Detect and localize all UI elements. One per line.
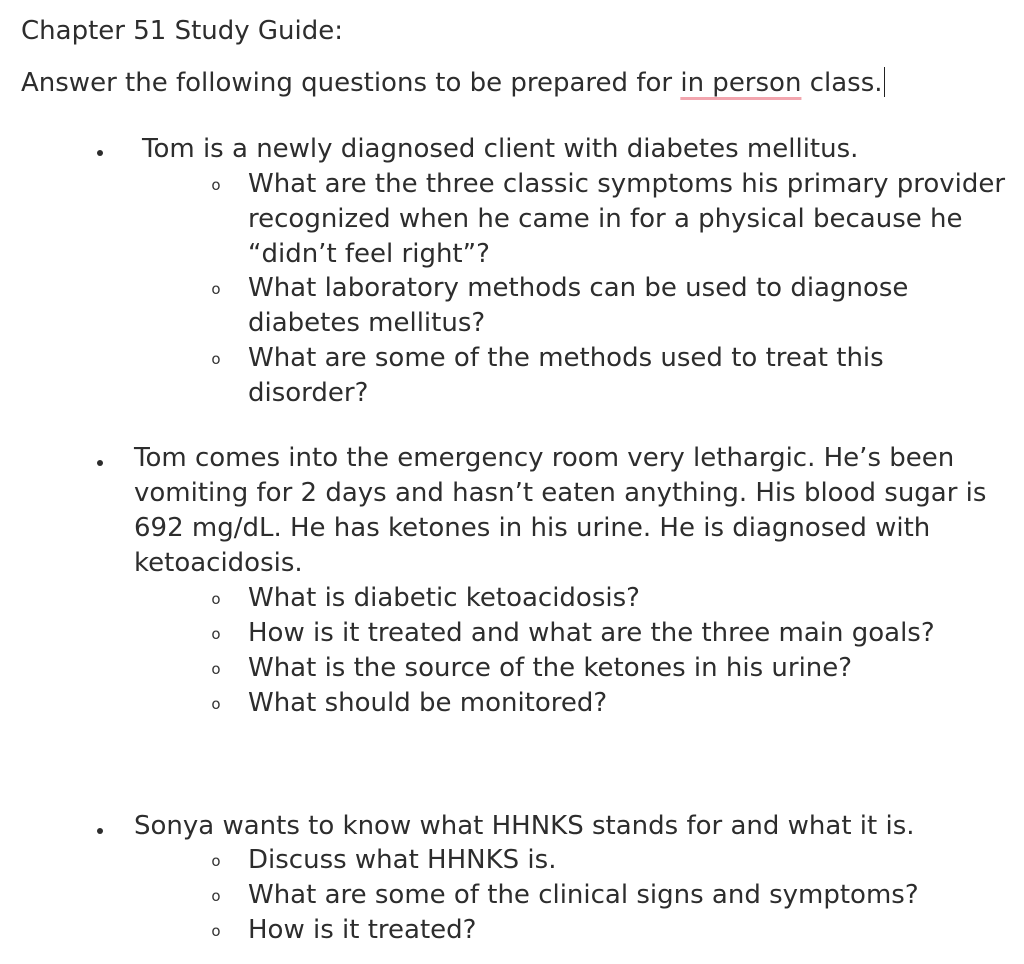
sub-bullet-icon: o [211,922,221,940]
question-1-prompt: Tom is a newly diagnosed client with diabetes mellitus. [142,134,859,164]
sub-bullet-icon: o [211,887,221,905]
question-3-sub-1: Discuss what HHNKS is. [248,845,557,875]
intro-text-after: class. [801,68,883,98]
text-cursor [884,67,886,97]
bullet-icon [97,150,103,156]
question-1-sub-2-line-1: What laboratory methods can be used to diagnose [248,273,909,303]
question-1-sub-2-line-2: diabetes mellitus? [248,308,486,338]
sub-bullet-icon: o [211,280,221,298]
question-1-sub-3-line-1: What are some of the methods used to treat this [248,343,884,373]
sub-bullet-icon: o [211,625,221,643]
question-2-sub-3: What is the source of the ketones in his urine? [248,653,853,683]
question-1-sub-1-line-3: “didn’t feel right”? [248,239,490,269]
question-2-prompt-line-1: Tom comes into the emergency room very lethargic. He’s been [134,443,955,473]
bullet-icon [97,460,103,466]
sub-bullet-icon: o [211,695,221,713]
spellcheck-flagged-phrase[interactable]: in person [680,68,802,98]
question-2-sub-1: What is diabetic ketoacidosis? [248,583,640,613]
bullet-icon [97,828,103,834]
sub-bullet-icon: o [211,176,221,194]
sub-bullet-icon: o [211,350,221,368]
page-title: Chapter 51 Study Guide: [21,16,344,46]
question-1-sub-3-line-2: disorder? [248,378,369,408]
sub-bullet-icon: o [211,660,221,678]
question-1-sub-1-line-1: What are the three classic symptoms his primary provider [248,169,1006,199]
question-3-sub-3: How is it treated? [248,915,477,945]
question-3-sub-2: What are some of the clinical signs and symptoms? [248,880,919,910]
question-2-prompt-line-2: vomiting for 2 days and hasn’t eaten anything. His blood sugar is [134,478,987,508]
intro-sentence[interactable] [21,66,885,100]
question-2-sub-2: How is it treated and what are the three main goals? [248,618,935,648]
question-2-prompt-line-4: ketoacidosis. [134,548,303,578]
question-2-prompt-line-3: 692 mg/dL. He has ketones in his urine. He is diagnosed with [134,513,931,543]
question-1-sub-1-line-2: recognized when he came in for a physical because he [248,204,963,234]
intro-text-before: Answer the following questions to be prepared for [21,68,681,98]
question-2-sub-4: What should be monitored? [248,688,608,718]
sub-bullet-icon: o [211,852,221,870]
question-3-prompt: Sonya wants to know what HHNKS stands for and what it is. [134,811,915,841]
sub-bullet-icon: o [211,590,221,608]
